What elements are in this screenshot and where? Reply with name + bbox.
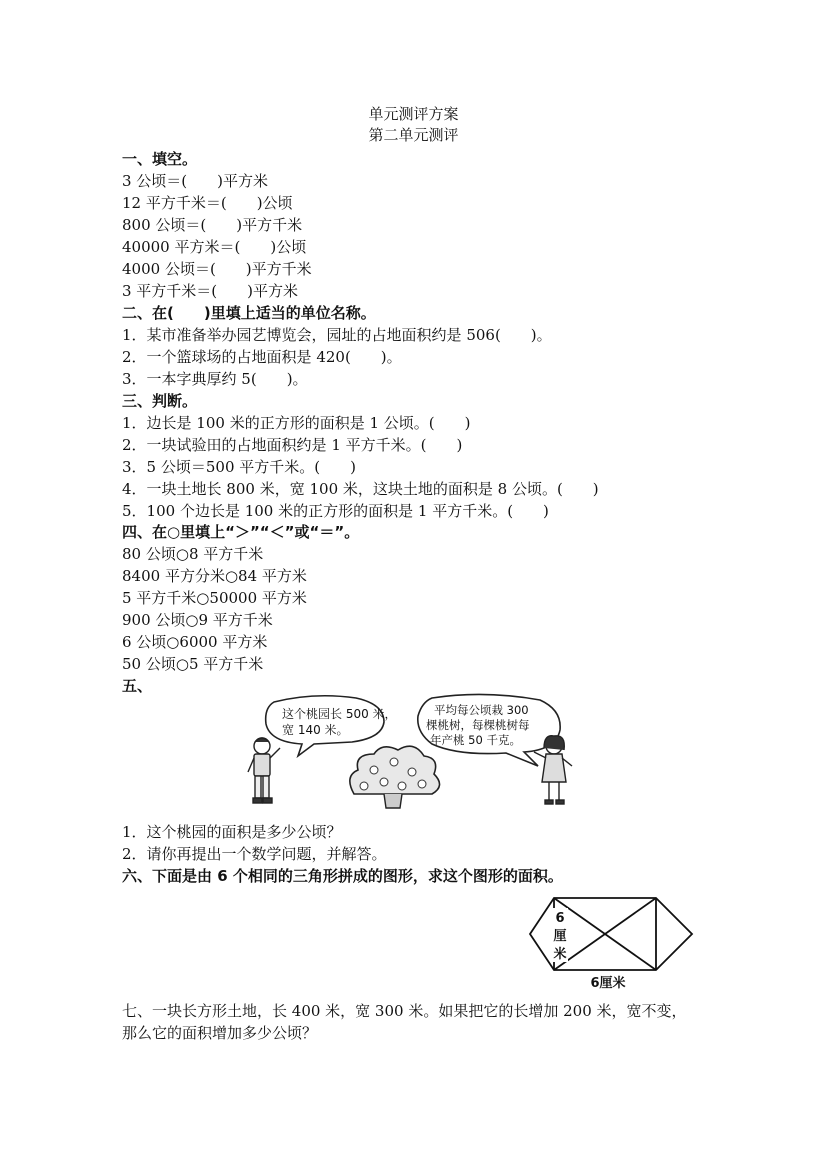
bubble-right-line-1: 平均每公顷栽 300 xyxy=(434,703,529,717)
compare-item: 5 平方千米○50000 平方米 xyxy=(122,589,307,607)
boy-figure xyxy=(248,738,280,803)
judge-item: 1．边长是 100 米的正方形的面积是 1 公顷。( ) xyxy=(122,414,471,432)
page-subtitle: 第二单元测评 xyxy=(368,126,459,144)
section-1-heading: 一、填空。 xyxy=(122,150,198,168)
fill-item: 3 平方千米＝( )平方米 xyxy=(122,282,299,300)
side-label-li: 厘 xyxy=(553,929,567,944)
bubble-left-line-1: 这个桃园长 500 米， xyxy=(282,707,397,721)
judge-item: 2．一块试验田的占地面积约是 1 平方千米。( ) xyxy=(122,436,463,454)
section-7-text-line-1 xyxy=(122,1001,687,1021)
section-6-heading: 六、下面是由 6 个相同的三角形拼成的图形，求这个图形的面积。 xyxy=(122,867,563,885)
section-5-heading: 五、 xyxy=(122,677,153,695)
compare-item: 8400 平方分米○84 平方米 xyxy=(122,567,307,585)
peach-orchard-illustration xyxy=(244,690,584,818)
judge-item: 4．一块土地长 800 米，宽 100 米，这块土地的面积是 8 公顷。( ) xyxy=(122,480,599,498)
fill-item: 40000 平方米＝( )公顷 xyxy=(122,238,307,256)
bubble-right-line-3: 年产桃 50 千克。 xyxy=(430,733,521,747)
peach-tree xyxy=(350,746,440,808)
compare-item: 900 公顷○9 平方千米 xyxy=(122,611,273,629)
unit-item: 3．一本字典厚约 5( )。 xyxy=(122,370,308,388)
compare-item: 80 公顷○8 平方千米 xyxy=(122,545,264,563)
side-label-6: 6 xyxy=(555,911,565,926)
bubble-left-line-2: 宽 140 米。 xyxy=(282,723,349,737)
fill-item: 800 公顷＝( )平方千米 xyxy=(122,216,303,234)
unit-item: 2．一个篮球场的占地面积是 420( )。 xyxy=(122,348,402,366)
bubble-right-line-2: 棵桃树，每棵桃树每 xyxy=(426,718,530,732)
section-4-heading: 四、在○里填上“＞”“＜”或“＝”。 xyxy=(122,523,360,541)
fill-item: 4000 公顷＝( )平方千米 xyxy=(122,260,312,278)
side-label-mi: 米 xyxy=(553,947,567,962)
orchard-question: 2．请你再提出一个数学问题，并解答。 xyxy=(122,845,387,863)
page-title: 单元测评方案 xyxy=(368,105,459,123)
section-3-heading: 三、判断。 xyxy=(122,392,198,410)
judge-item: 5．100 个边长是 100 米的正方形的面积是 1 平方千米。( ) xyxy=(122,502,549,520)
fill-item: 12 平方千米＝( )公顷 xyxy=(122,194,293,212)
orchard-question: 1．这个桃园的面积是多少公顷？ xyxy=(122,823,342,841)
section-7-line-2: 那么它的面积增加多少公顷？ xyxy=(122,1024,318,1042)
fill-item: 3 公顷＝( )平方米 xyxy=(122,172,269,190)
unit-item: 1．某市准备举办园艺博览会，园址的占地面积约是 506( )。 xyxy=(122,326,552,344)
judge-item: 3．5 公顷＝500 平方千米。( ) xyxy=(122,458,356,476)
section-2-heading: 二、在( )里填上适当的单位名称。 xyxy=(122,304,376,322)
compare-item: 50 公顷○5 平方千米 xyxy=(122,655,264,673)
section-7-line-1: 七、一块长方形土地，长 400 米，宽 300 米。如果把它的长增加 200 米，宽不变， xyxy=(122,1002,687,1020)
bottom-length-label: 6厘米 xyxy=(590,976,626,990)
triangle-figure xyxy=(528,894,698,990)
compare-item: 6 公顷○6000 平方米 xyxy=(122,633,268,651)
